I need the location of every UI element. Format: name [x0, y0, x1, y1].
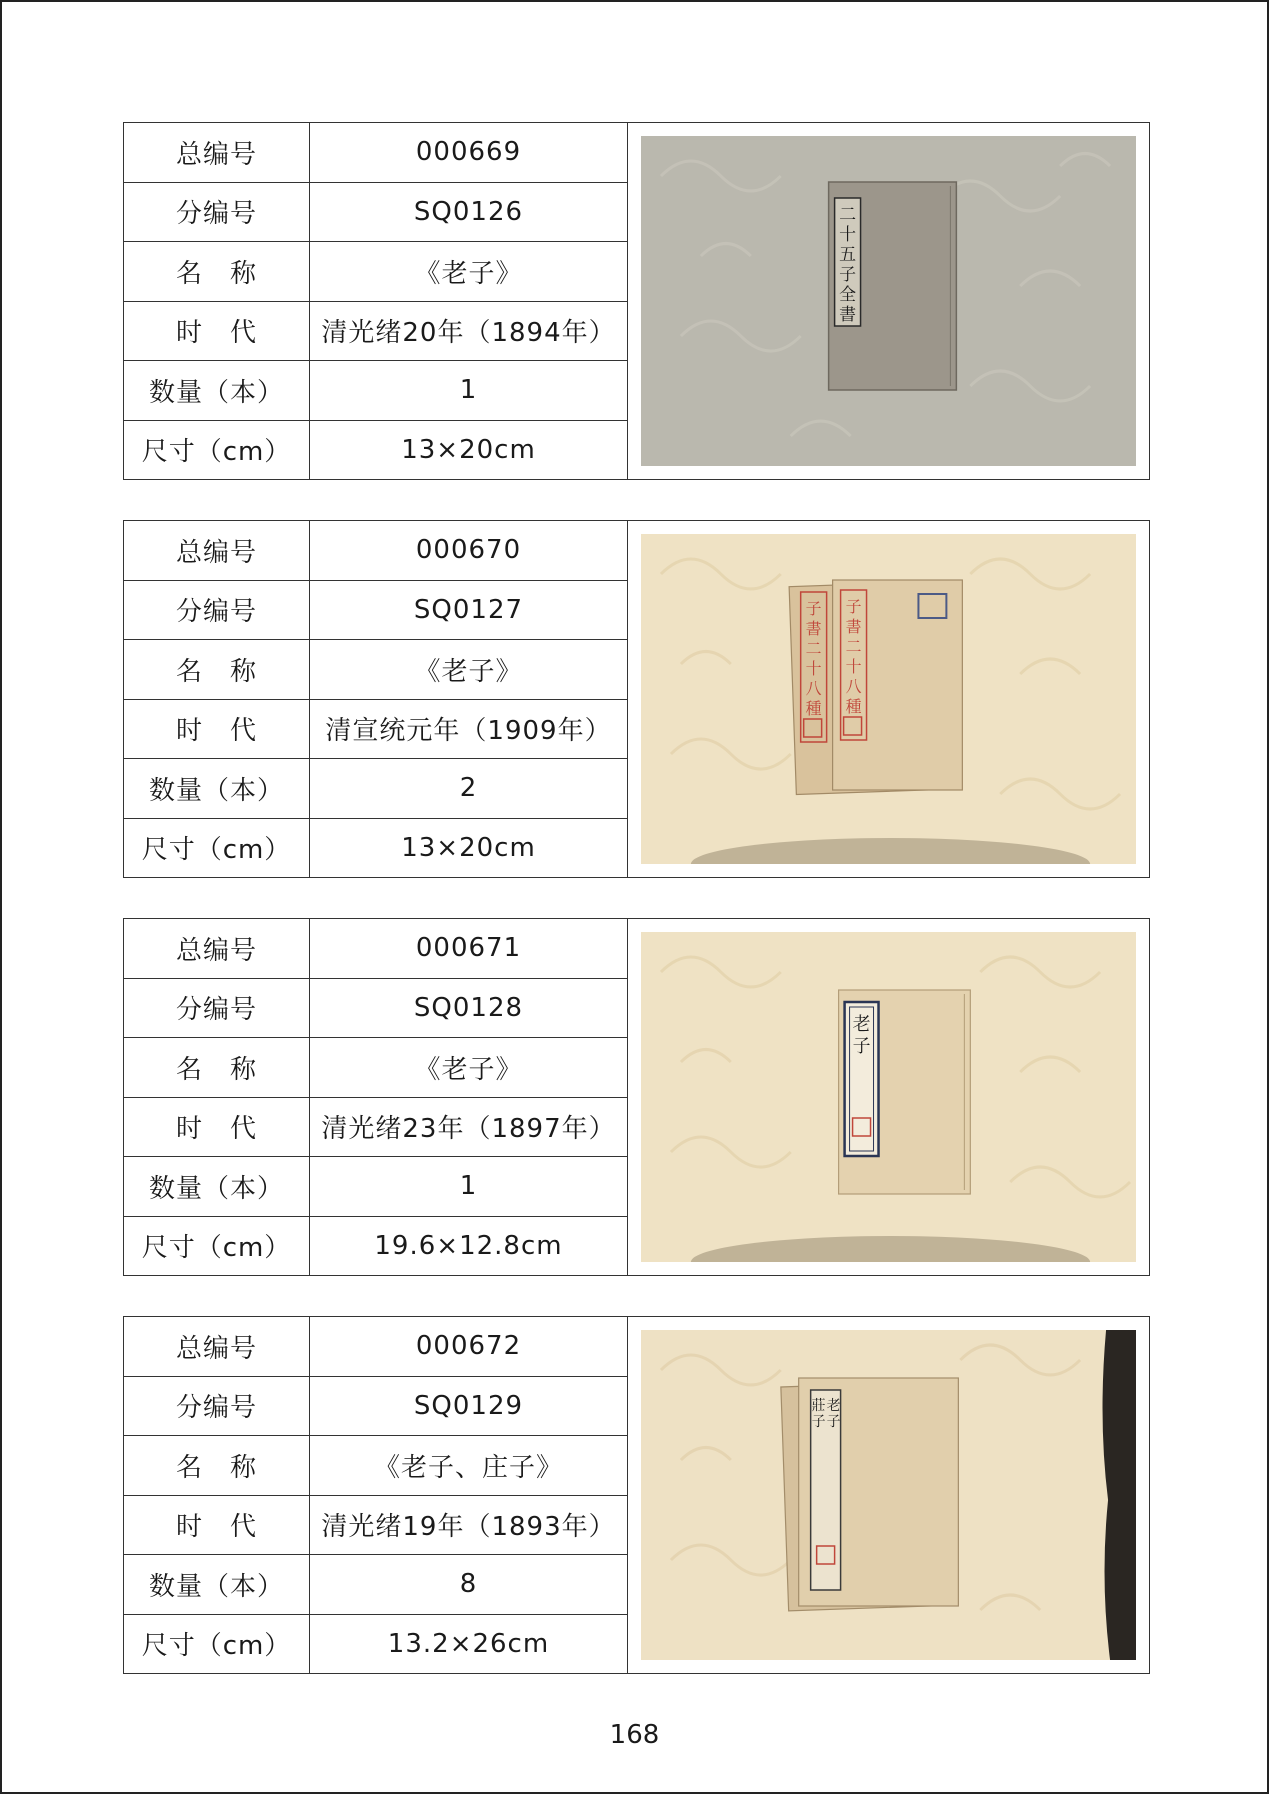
value-total-number: 000671	[415, 933, 522, 964]
value-size: 13.2×26cm	[387, 1628, 550, 1659]
book-photo	[641, 1330, 1136, 1660]
photo-cell	[628, 919, 1149, 1275]
value-sub-number: SQ0129	[413, 1390, 524, 1421]
svg-text:子: 子	[826, 1413, 841, 1431]
row-sub-number	[124, 581, 627, 641]
photo-cell	[628, 1317, 1149, 1673]
value-era: 清光绪19年（1893年）	[321, 1512, 616, 1543]
label-total-number: 总编号	[124, 521, 310, 580]
row-size	[124, 421, 627, 480]
value-quantity: 1	[459, 375, 478, 406]
value-name: 《老子》	[414, 1054, 523, 1085]
photo-cell	[628, 123, 1149, 479]
label-total-number: 总编号	[124, 123, 310, 182]
record-table	[124, 521, 628, 877]
value-name: 《老子》	[414, 258, 523, 289]
value-size: 13×20cm	[401, 434, 536, 465]
value-sub-number: SQ0127	[413, 594, 524, 625]
record-table	[124, 1317, 628, 1673]
svg-text:子: 子	[811, 1413, 826, 1431]
label-quantity: 数量（本）	[124, 361, 310, 420]
svg-text:莊: 莊	[811, 1397, 826, 1415]
label-era: 时 代	[124, 1098, 310, 1157]
row-era	[124, 700, 627, 760]
row-sub-number	[124, 1377, 627, 1437]
value-size: 13×20cm	[401, 832, 536, 863]
book-photo	[641, 136, 1136, 466]
svg-text:子: 子	[839, 264, 857, 286]
row-total-number	[124, 521, 627, 581]
svg-text:子: 子	[852, 1035, 871, 1058]
svg-text:子: 子	[805, 598, 822, 619]
svg-text:二: 二	[805, 638, 822, 659]
label-era: 时 代	[124, 1496, 310, 1555]
svg-text:八: 八	[845, 676, 862, 697]
row-total-number	[124, 123, 627, 183]
svg-text:種: 種	[805, 698, 822, 719]
label-era: 时 代	[124, 302, 310, 361]
row-quantity	[124, 361, 627, 421]
value-era: 清光绪20年（1894年）	[321, 318, 616, 349]
svg-text:書: 書	[805, 618, 822, 639]
label-quantity: 数量（本）	[124, 759, 310, 818]
row-size	[124, 1217, 627, 1276]
value-total-number: 000672	[415, 1331, 522, 1362]
svg-text:全: 全	[839, 284, 857, 306]
row-era	[124, 1098, 627, 1158]
row-era	[124, 1496, 627, 1556]
label-total-number: 总编号	[124, 919, 310, 978]
row-name	[124, 1038, 627, 1098]
label-name: 名 称	[124, 1436, 310, 1495]
value-name: 《老子、庄子》	[373, 1452, 563, 1483]
svg-text:種: 種	[845, 696, 862, 717]
record-card	[123, 1316, 1150, 1674]
label-total-number: 总编号	[124, 1317, 310, 1376]
value-quantity: 2	[459, 773, 478, 804]
label-name: 名 称	[124, 242, 310, 301]
value-era: 清光绪23年（1897年）	[321, 1114, 616, 1145]
book-photo	[641, 932, 1136, 1262]
label-quantity: 数量（本）	[124, 1555, 310, 1614]
photo-cell	[628, 521, 1149, 877]
value-era: 清宣统元年（1909年）	[325, 716, 612, 747]
record-table	[124, 123, 628, 479]
value-quantity: 8	[459, 1569, 478, 1600]
row-sub-number	[124, 979, 627, 1039]
svg-text:二: 二	[839, 204, 857, 226]
row-quantity	[124, 1157, 627, 1217]
label-sub-number: 分编号	[124, 979, 310, 1038]
page-number: 168	[609, 1720, 660, 1750]
value-quantity: 1	[459, 1171, 478, 1202]
value-sub-number: SQ0126	[413, 196, 524, 227]
row-quantity	[124, 1555, 627, 1615]
label-sub-number: 分编号	[124, 581, 310, 640]
row-sub-number	[124, 183, 627, 243]
value-sub-number: SQ0128	[413, 992, 524, 1023]
row-total-number	[124, 919, 627, 979]
row-total-number	[124, 1317, 627, 1377]
svg-text:五: 五	[839, 244, 857, 266]
record-card	[123, 520, 1150, 878]
row-name	[124, 242, 627, 302]
svg-text:十: 十	[805, 658, 822, 679]
label-size: 尺寸（cm）	[124, 1615, 310, 1674]
svg-text:書: 書	[839, 304, 857, 326]
value-total-number: 000669	[415, 137, 522, 168]
record-table	[124, 919, 628, 1275]
record-card	[123, 122, 1150, 480]
value-size: 19.6×12.8cm	[374, 1230, 563, 1261]
row-name	[124, 1436, 627, 1496]
value-name: 《老子》	[414, 656, 523, 687]
svg-text:八: 八	[805, 678, 822, 699]
svg-text:十: 十	[845, 656, 862, 677]
record-card	[123, 918, 1150, 1276]
value-total-number: 000670	[415, 535, 522, 566]
svg-text:書: 書	[845, 616, 862, 637]
row-name	[124, 640, 627, 700]
label-size: 尺寸（cm）	[124, 421, 310, 480]
row-size	[124, 1615, 627, 1674]
row-size	[124, 819, 627, 878]
row-quantity	[124, 759, 627, 819]
svg-text:二: 二	[845, 636, 862, 657]
label-name: 名 称	[124, 640, 310, 699]
label-sub-number: 分编号	[124, 1377, 310, 1436]
label-size: 尺寸（cm）	[124, 1217, 310, 1276]
label-name: 名 称	[124, 1038, 310, 1097]
row-era	[124, 302, 627, 362]
svg-text:老: 老	[852, 1013, 871, 1036]
svg-text:老: 老	[826, 1397, 841, 1415]
label-size: 尺寸（cm）	[124, 819, 310, 878]
svg-text:十: 十	[839, 224, 857, 246]
label-quantity: 数量（本）	[124, 1157, 310, 1216]
label-sub-number: 分编号	[124, 183, 310, 242]
svg-text:子: 子	[845, 596, 862, 617]
label-era: 时 代	[124, 700, 310, 759]
book-photo	[641, 534, 1136, 864]
